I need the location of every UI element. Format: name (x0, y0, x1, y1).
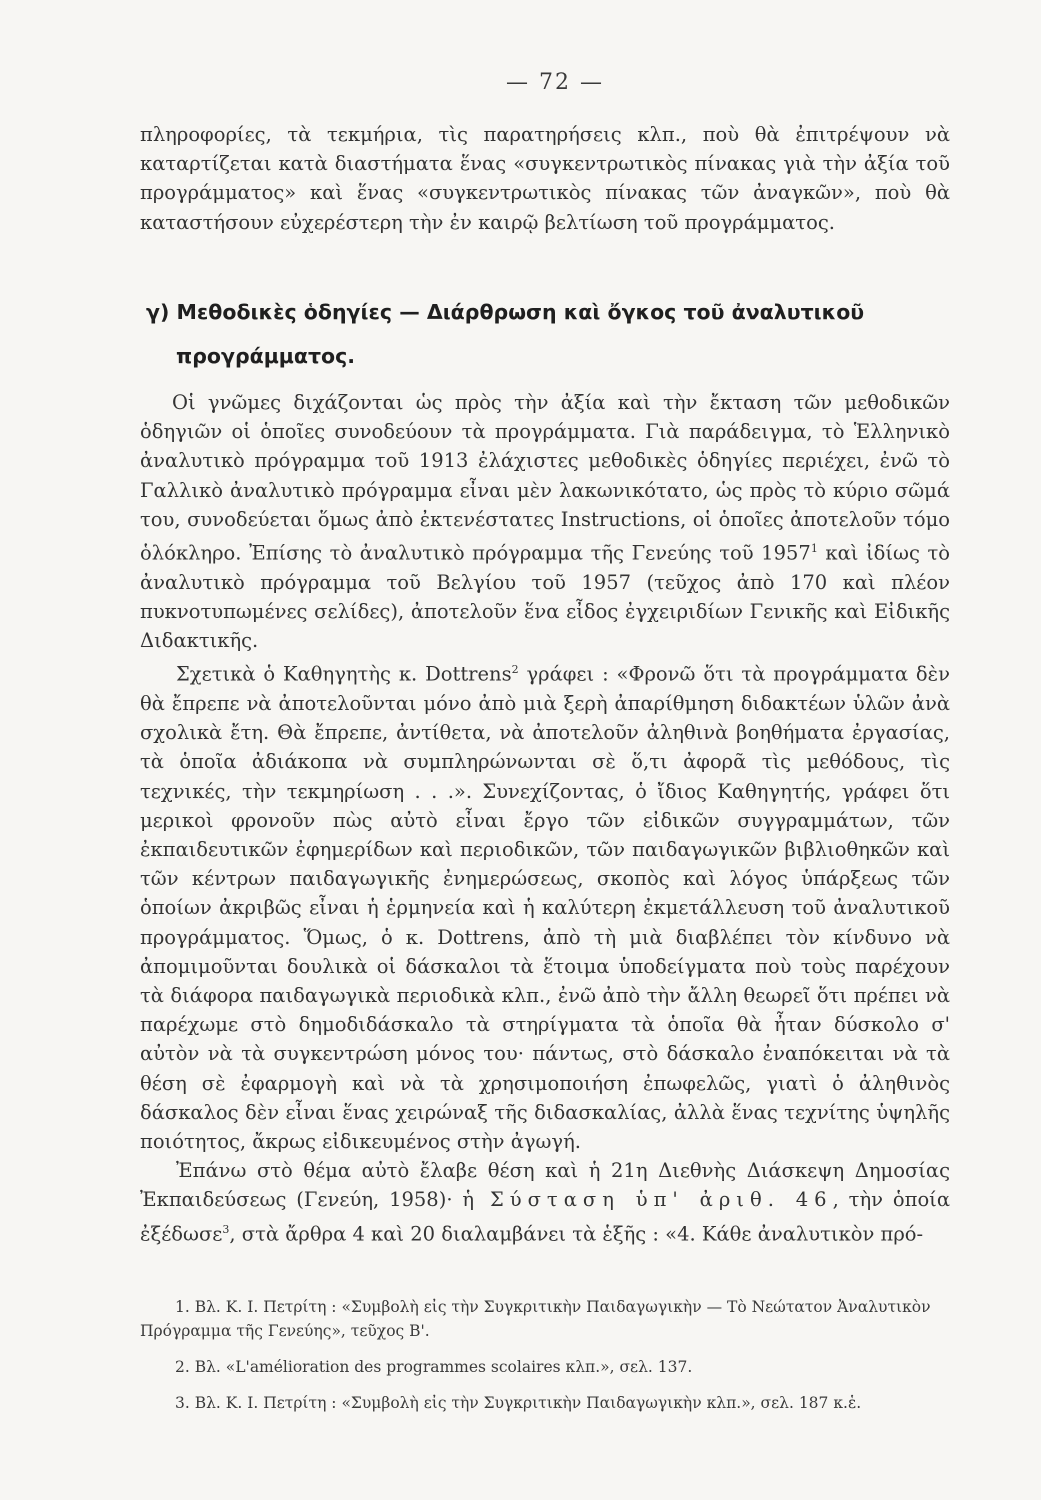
paragraph-2-text: Σχετικὰ ὁ Καθηγητὴς κ. Dottrens (176, 662, 512, 686)
paragraph-2 (140, 655, 950, 1156)
section-heading (146, 290, 946, 378)
intro-paragraph: πληροφορίες, τὰ τεκμήρια, τὶς παρατηρήσεις κλπ., ποὺ θὰ ἐπιτρέψουν νὰ καταρτίζεται κατὰ διαστήματα ἕνας «συγκεντρωτικὸς πίνακας γιὰ τὴν ἀξία τοῦ προγράμματος» καὶ ἕνας «συγκεντρωτικὸς πίνακας τῶν ἀναγκῶν», ποὺ θὰ καταστήσουν εὐχερέστερη τὴν ἐν καιρῷ βελτίωση τοῦ προγράμματος. (140, 123, 950, 234)
footnote-ref-1: 1 (810, 542, 818, 556)
footnote-ref-2: 2 (511, 663, 519, 677)
paragraph-1-text: Οἱ γνῶμες διχάζονται ὡς πρὸς τὴν ἀξία καὶ τὴν ἔκταση τῶν μεθοδικῶν ὁδηγιῶν οἱ ὁποῖες συνοδεύουν τὰ προγράμματα. Γιὰ παράδειγμα, τὸ Ἑλληνικὸ ἀναλυτικὸ πρόγραμμα τοῦ 1913 ἐλάχιστες μεθοδικὲς ὁδηγίες περιέχει, ἐνῶ τὸ Γαλλικὸ ἀναλυτικὸ πρόγραμμα εἶναι μὲν λακωνικότατο, ὡς πρὸς τὸ κύριο σῶμά του, συνοδεύεται ὅμως ἀπὸ ἐκτενέστατες Instructions, οἱ ὁποῖες ἀποτελοῦν τόμο ὁλόκληρο. Ἐπίσης τὸ ἀναλυτικὸ πρόγραμμα τῆς Γενεύης τοῦ 1957 (140, 391, 950, 565)
footnote-ref-3: 3 (222, 1222, 230, 1236)
paragraph-3-end: , στὰ ἄρθρα 4 καὶ 20 διαλαμβάνει τὰ ἑξῆς : «4. Κάθε ἀναλυτικὸν πρό- (229, 1222, 924, 1246)
paragraph-3-spaced: Σύσταση ὑπ' ἀριθ. 46 (474, 1188, 833, 1212)
footnote-2: 2. Βλ. «L'amélioration des programmes scolaires κλπ.», σελ. 137. (175, 1358, 693, 1376)
paragraph-3-mid: , τὴν ὁποία ἐξέδωσε (140, 1188, 950, 1246)
section-heading-line2: προγράμματος. (176, 344, 356, 368)
paragraph-2-end: γράφει : «Φρονῶ ὅτι τὰ προγράμματα δὲν θὰ ἔπρεπε νὰ ἀποτελοῦνται μόνο ἀπὸ μιὰ ξερὴ ἀπαρίθμηση διδακτέων ὑλῶν ἀνὰ σχολικὰ ἔτη. Θὰ ἔπρεπε, ἀντίθετα, νὰ ἀποτελοῦν ἀληθινὰ βοηθήματα ἐργασίας, τὰ ὁποῖα ἀδιάκοπα νὰ συμπληρώνωνται σὲ ὅ,τι ἀφορᾶ τὶς μεθόδους, τὶς τεχνικές, τὴν τεκμηρίωση . . .». Συνεχίζοντας, ὁ ἴδιος Καθηγητής, γράφει ὅτι μερικοὶ φρονοῦν πὼς αὐτὸ εἶναι ἔργο τῶν εἰδικῶν συγγραμμάτων, τῶν ἐκπαιδευτικῶν ἐφημερίδων καὶ περιοδικῶν, τῶν παιδαγωγικῶν βιβλιοθηκῶν καὶ τῶν κέντρων παιδαγωγικῆς ἐνημερώσεως, σκοπὸς καὶ λόγος ὑπάρξεως τῶν ὁποίων ἀκριβῶς εἶναι ἡ ἑρμηνεία καὶ ἡ καλύτερη ἐκμετάλλευση τοῦ ἀναλυτικοῦ προγράμματος. Ὅμως, ὁ κ. Dottrens, ἀπὸ τὴ μιὰ διαβλέπει τὸν κίνδυνο νὰ ἀπομιμοῦνται δουλικὰ οἱ δάσκαλοι τὰ ἕτοιμα ὑποδείγματα ποὺ τοὺς παρέχουν τὰ διάφορα παιδαγωγικὰ περιοδικὰ κλπ., ἐνῶ ἀπὸ τὴν ἄλλη θεωρεῖ ὅτι πρέπει νὰ παρέχωμε στὸ δημοδιδάσκαλο τὰ στηρίγματα τὰ ὁποῖα θὰ ἦταν δύσκολο σ' αὐτὸν νὰ τὰ συγκεντρώση μόνος του· πάντως, στὸ δάσκαλο ἐναπόκειται νὰ τὰ θέση σὲ ἐφαρμογὴ καὶ νὰ τὰ χρησιμοποιήση ἐπωφελῶς, γιατὶ ὁ ἀληθινὸς δάσκαλος δὲν εἶναι ἕνας χειρώναξ τῆς διδασκαλίας, ἀλλὰ ἕνας τεχνίτης ὑψηλῆς ποιότητος, ἄκρως εἰδικευμένος στὴν ἀγωγή. (140, 662, 950, 1154)
footnote-3: 3. Βλ. Κ. Ι. Πετρίτη : «Συμβολὴ εἰς τὴν Συγκριτικὴν Παιδαγωγικὴν κλπ.», σελ. 187 κ.ἑ. (175, 1394, 862, 1412)
section-heading-line1: γ) Μεθοδικὲς ὁδηγίες — Διάρθρωση καὶ ὄγκος τοῦ ἀναλυτικοῦ (146, 300, 865, 324)
paragraph-3 (140, 1156, 950, 1248)
footnotes (140, 1295, 950, 1427)
footnote-1: 1. Βλ. Κ. Ι. Πετρίτη : «Συμβολὴ εἰς τὴν Συγκριτικὴν Παιδαγωγικὴν — Τὸ Νεώτατον Ἀναλυτικὸν Πρόγραμμα τῆς Γενεύης», τεῦχος Β'. (140, 1298, 931, 1340)
page-number: — 72 — (506, 70, 604, 95)
main-text (140, 388, 950, 1248)
paragraph-3-text: Ἐπάνω στὸ θέμα αὐτὸ ἔλαβε θέση καὶ ἡ 21η Διεθνὴς Διάσκεψη Δημοσίας Ἐκπαιδεύσεως (Γενεύη, 1958)· ἡ (140, 1159, 950, 1212)
paragraph-1-end: καὶ ἰδίως τὸ ἀναλυτικὸ πρόγραμμα τοῦ Βελγίου τοῦ 1957 (τεῦχος ἀπὸ 170 καὶ πλέον πυκνοτυπωμένες σελίδες), ἀποτελοῦν ἕνα εἶδος ἐγχειριδίων Γενικῆς καὶ Εἰδικῆς Διδακτικῆς. (140, 541, 950, 653)
paragraph-1 (140, 388, 950, 655)
